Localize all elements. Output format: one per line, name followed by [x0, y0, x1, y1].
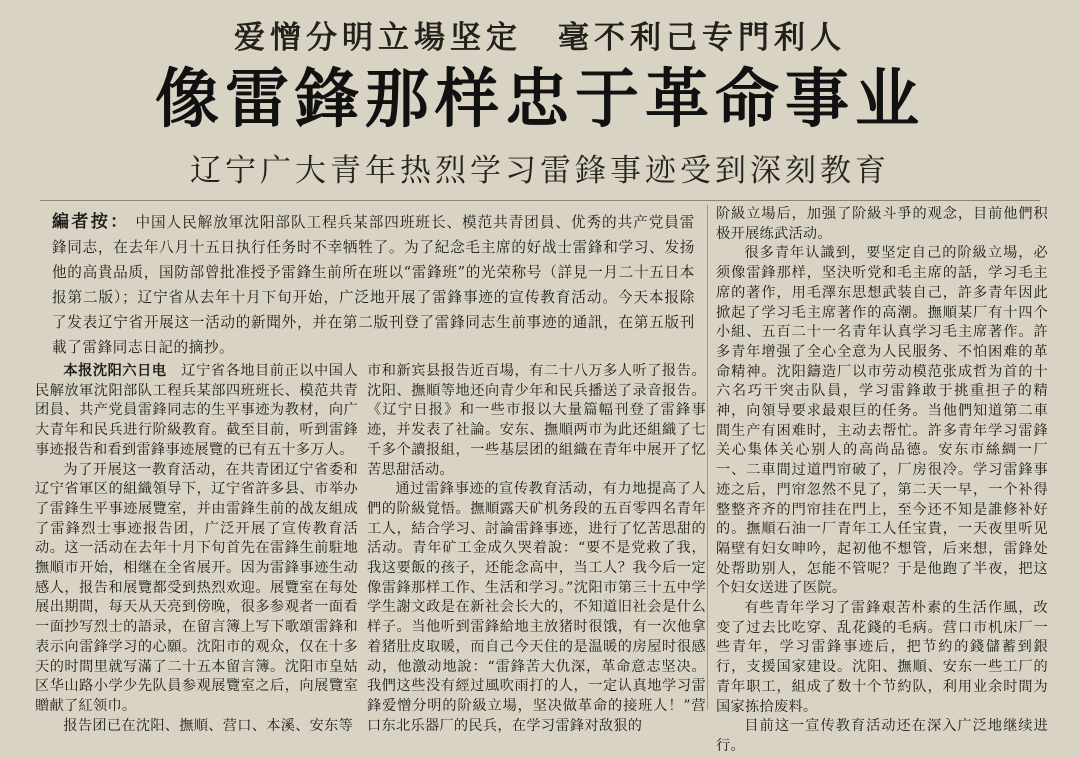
col3-paragraph-0: 阶級立場后，加强了阶級斗爭的观念，目前他們积极开展练武活动。: [716, 206, 1048, 242]
main-headline: 像雷鋒那样忠于革命事业: [155, 62, 925, 137]
col3-paragraph-3: 目前这一宣传教育活动还在深入广泛地继续进行。: [716, 718, 1048, 754]
article-column-2: [367, 362, 706, 736]
col2-paragraph-1: 市和新宾县报告近百場，有二十八万多人听了报告。沈阳、撫順等地还向青少年和民兵播送了录音报告。《辽宁日报》和一些市报以大量篇幅刊登了雷鋒事迹，并发表了社論。安东、撫順两市为此还組織了七千多个讀报組，一些基层团的組織在青年中展开了忆苦思甜活动。: [367, 363, 706, 478]
editor-note: [52, 210, 695, 360]
col1-paragraph-1: 辽宁省各地目前正以中国人民解放軍沈阳部队工程兵某部四班班长、模范共青团員、共产党員雷鋒同志的生平事迹为教材，向广大青年和民兵进行阶級教育。截至目前，听到雷鋒事迹报告和看到雷鋒事迹展覽的已有五十多万人。: [35, 363, 358, 458]
col1-paragraph-3: 报告团已在沈阳、撫順、营口、本溪、安东等: [63, 717, 354, 734]
editor-note-label: 編者按：: [52, 212, 130, 232]
col2-paragraph-2: 通过雷鋒事迹的宣传教育活动，有力地提高了人們的阶級覚悟。撫順露天矿机务段的五百零四名青年工人，結合学习、討論雷鋒事迹，进行了忆苦思甜的活动。青年矿工金成久哭着說：“要不是党救了我，我这要飯的孩子，还能念高中，当工人？我今后一定像雷鋒那样工作、生活和学习。”沈阳市第三十五中学学生謝文政是在新社会长大的，不知道旧社会是什么样子。当他听到雷鋒給地主放猪时很饿，有一次他拿着猪肚皮取暖，而自己今天住的是温暖的房屋时很感动，他激动地說：“雷鋒苦大仇深，革命意志坚决。我們这些没有經过風吹雨打的人，一定认真地学习雷鋒爱憎分明的阶級立場，坚决做革命的接班人！”营口东北乐器厂的民兵，在学习雷鋒对敌狠的: [367, 481, 706, 734]
col3-paragraph-2: 有些青年学习了雷鋒艰苦朴素的生活作風，改变了过去比吃穿、乱花錢的毛病。营口市机床厂一些青年，学习雷鋒事迹后，把节約的錢儲蓄到銀行，支援国家建设。沈阳、撫順、安东一些工厂的青年职工，組成了数十个节約队，利用业余时間为国家拣拾废料。: [716, 600, 1048, 715]
subheadline: 辽宁广大青年热烈学习雷鋒事迹受到深刻教育: [190, 153, 890, 189]
col3-paragraph-1: 很多青年认識到，要坚定自己的阶級立場，必须像雷鋒那样，坚決听党和毛主席的話，学习毛主席的著作，用毛澤东思想武装自己，許多青年因此掀起了学习毛主席著作的高潮。撫順某厂有十四个小組、五百二十一名青年认真学习毛主席著作。許多青年增强了全心全意为人民服务、不怕困难的革命精神。沈阳鑄造厂以市劳动模范张成哲为首的十六名巧干突击队員，学习雷鋒敢于挑重担子的精神，向領导要求最艰巨的任务。当他們知道第二車間生产有困难时，主动去帮忙。許多青年学习雷鋒关心集体关心别人的高尚品德。安东市絲綢一厂一、二車間过道門帘破了，厂房很冷。学习雷鋒事迹之后，門帘忽然不見了，第二天一早，一个补得整整齐齐的門帘挂在門上，至今还不知是誰修补好的。撫順石油一厂青年工人任宝貴，一天夜里听见隔壁有妇女呻吟，起初他不想管，后来想，雷鋒处处帮助别人，怎能不管呢？于是他跑了半夜，把这个妇女送进了医院。: [716, 245, 1048, 597]
headline-divider: [40, 200, 1040, 201]
article-column-3: [716, 205, 1048, 757]
editor-note-text: 中国人民解放軍沈阳部队工程兵某部四班班长、模范共青团員、优秀的共产党員雷鋒同志，在去年八月十五日执行任务时不幸牺牲了。为了紀念毛主席的好战士雷鋒和学习、发扬他的高貴品质，国防部曾批准授予雷鋒生前所在班以“雷鋒班”的光荣称号（詳見一月二十五日本报第二版）；辽宁省从去年十月下旬开始，广泛地开展了雷鋒事迹的宣传教育活动。今天本报除了发表辽宁省开展这一活动的新聞外，并在第二版刊登了雷鋒同志生前事迹的通訊，在第五版刊載了雷鋒同志日記的摘抄。: [52, 214, 695, 356]
kicker-headline: 爱憎分明立場坚定 毫不利己专門利人: [234, 20, 846, 56]
article-column-1: [35, 362, 358, 736]
dateline: 本报沈阳六日电: [63, 363, 167, 379]
col1-paragraph-2: 为了开展这一教育活动，在共青团辽宁省委和辽宁省軍区的組織領导下，辽宁省許多县、市举办了雷鋒生平事迹展覽室，并由雷鋒生前的战友組成了雷鋒烈士事迹报告团，广泛开展了宣传教育活动。这一活动在去年十月下旬首先在雷鋒生前駐地撫順市开始，相继在全省展开。因为雷鋒事迹生动感人，报告和展覽都受到热烈欢迎。展覽室在每处展出期間，每天从天亮到傍晚，很多参观者一面看一面抄写烈士的語录，在留言簿上写下歌頌雷鋒和表示向雷鋒学习的心願。沈阳市的观众，仅在十多天的时間里就写滿了二十五本留言簿。沈阳市皇姑区华山路小学少先队員参观展覽室之后，向展覽室贈献了紅领巾。: [35, 461, 358, 714]
column-divider: [707, 205, 708, 710]
